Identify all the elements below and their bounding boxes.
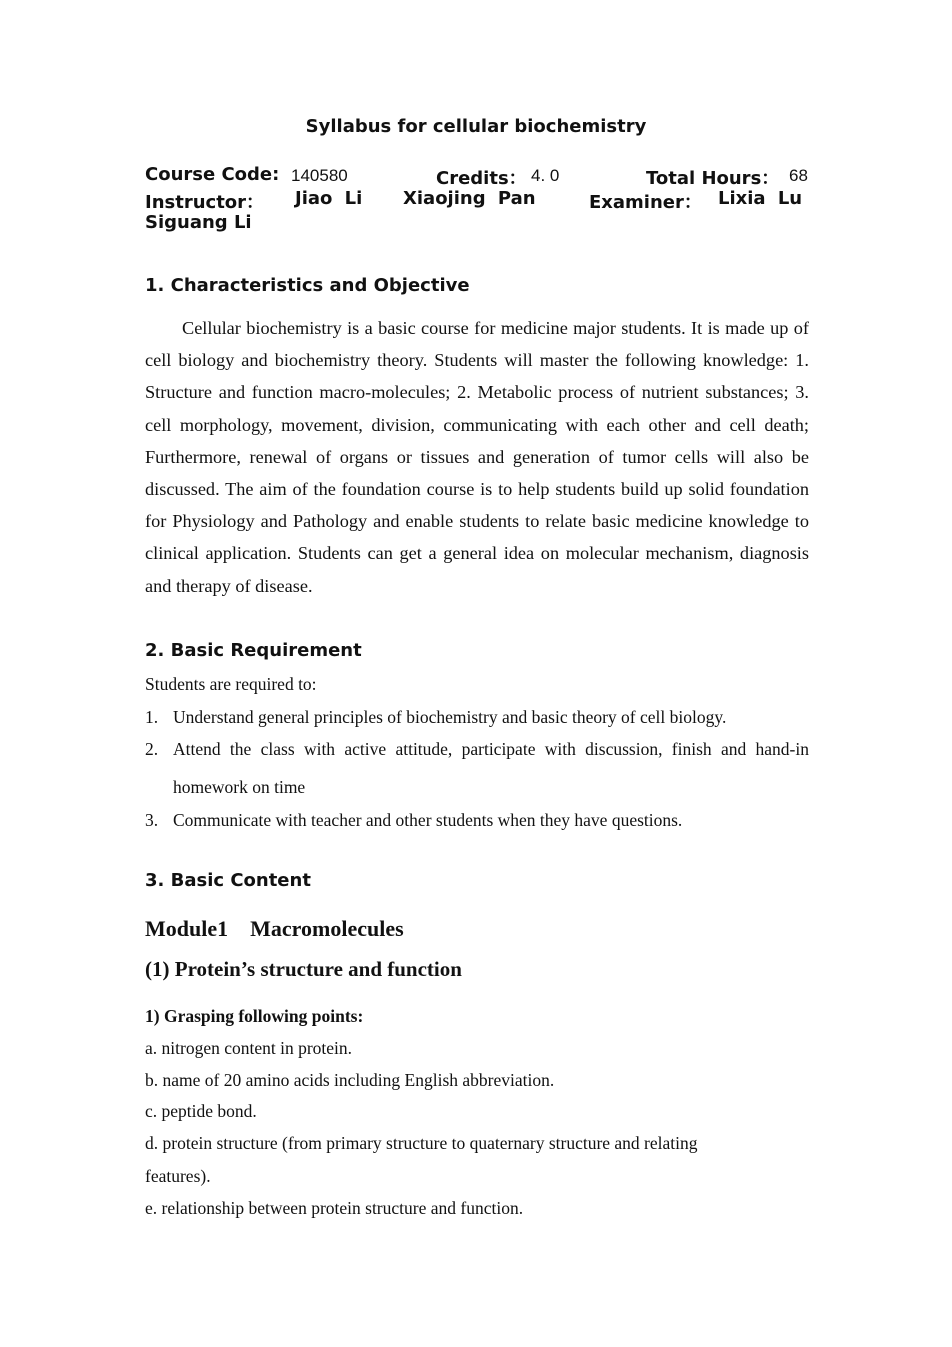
examiner-name-1: Lixia Lu [718,188,803,209]
total-hours-label: Total Hours： [646,168,780,189]
requirement-item-number: 3. [145,810,159,830]
instructor-name-2: Xiaojing Pan [403,188,536,209]
characteristics-paragraph: Cellular biochemistry is a basic course for medicine major students. It is made up of cell biology and biochemistry theory. Students will master the following knowledge: 1. Structure and function macro-molecules; 2. Metabolic process of nutrient substances; 3. cell morphology, movement, division, communicating with each other and cell death; Furthermore, renewal of organs or tissues and generation of tumor cells will also be discussed. The aim of the foundation course is to help students build up solid foundation for Physiology and Pathology and enable students to relate basic medicine knowledge to clinical application. Students can get a general idea on molecular mechanism, diagnosis and therapy of disease. [145,318,809,596]
section-heading-content: 3. Basic Content [145,870,311,891]
content-point: d. protein structure (from primary structure to quaternary structure and relating [145,1133,698,1153]
requirement-intro: Students are required to: [145,674,317,694]
course-info-row [145,164,809,188]
examiner-label: Examiner： [589,192,702,213]
instructor-label: Instructor： [145,192,265,213]
module-heading: Module1 Macromolecules [145,916,404,941]
course-code-value: 140580 [291,166,348,185]
requirement-item-number: 1. [145,707,159,727]
requirement-item [145,801,809,841]
protein-subheading: (1) Protein’s structure and function [145,957,462,981]
content-point: b. name of 20 amino acids including English abbreviation. [145,1070,555,1090]
examiner-name-2: Siguang Li [145,212,252,233]
content-point: a. nitrogen content in protein. [145,1038,353,1058]
credits-label: Credits： [436,168,527,189]
instructor-name-1: Jiao Li [295,188,363,209]
staff-row-continued [145,212,809,236]
staff-row [145,188,809,212]
requirement-item-text: Communicate with teacher and other students when they have questions. [173,810,683,830]
content-point: c. peptide bond. [145,1101,257,1121]
requirement-item [145,730,809,806]
credits-value: 4. 0 [531,166,560,185]
section-heading-characteristics: 1. Characteristics and Objective [145,275,470,296]
course-code-label: Course Code: [145,164,280,185]
requirement-item-number: 2. [145,739,159,759]
requirement-item-text: Understand general principles of biochemistry and basic theory of cell biology. [173,707,727,727]
requirement-item-text: Attend the class with active attitude, participate with discussion, finish and hand-in homework on time [173,739,809,797]
points-heading: 1) Grasping following points: [145,1006,364,1026]
section-heading-requirement: 2. Basic Requirement [145,640,362,661]
total-hours-value: 68 [789,166,808,185]
content-point: e. relationship between protein structure and function. [145,1198,524,1218]
document-title: Syllabus for cellular biochemistry [305,116,647,137]
content-point: features). [145,1166,211,1186]
